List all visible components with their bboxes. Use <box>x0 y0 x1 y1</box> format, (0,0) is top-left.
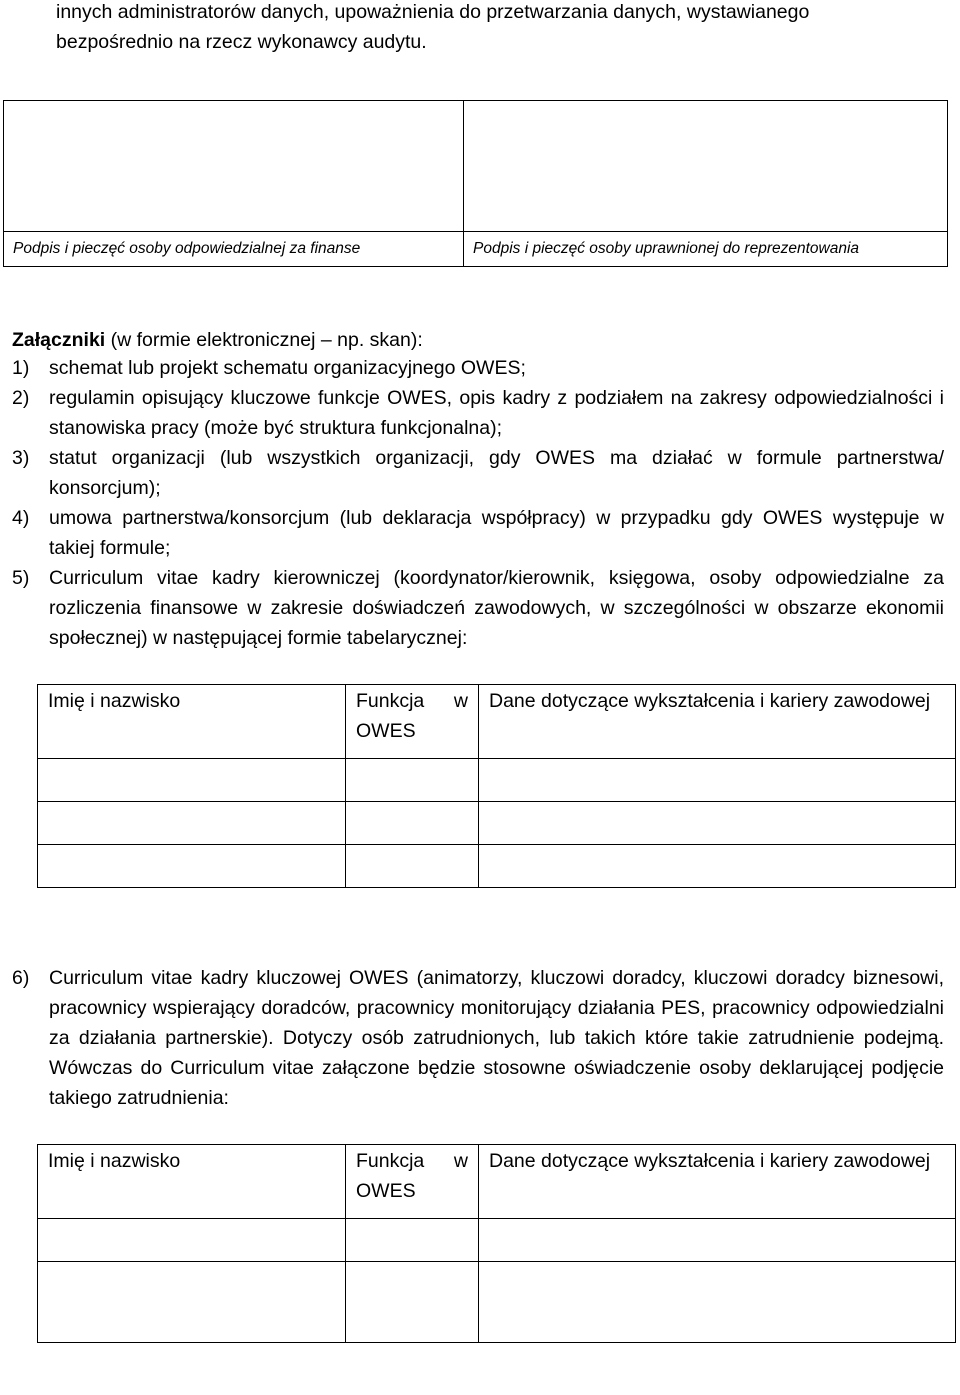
table-cell[interactable] <box>38 1262 346 1343</box>
intro-text <box>56 0 946 57</box>
list-item <box>12 503 944 563</box>
table-cell[interactable] <box>479 802 956 845</box>
cv-table-key-staff <box>37 1144 956 1343</box>
item-text: schemat lub projekt schematu organizacyjnego OWES; <box>49 357 526 379</box>
table-cell[interactable] <box>346 1219 479 1262</box>
list-item <box>12 963 944 1113</box>
item-text: Curriculum vitae kadry kluczowej OWES (animatorzy, kluczowi doradcy, kluczowi doradcy biznesowi, pracownicy wspierający doradców, pracownicy monitorujący działania PES, pracownicy odpowiedzialni za działania partnerskie). Dotyczy osób zatrudnionych, lub takich które takie zatrudnienie podejmą. Wówczas do Curriculum vitae załączone będzie stosowne oświadczenie osoby deklarującej podjęcie takiego zatrudnienia: <box>49 967 944 1109</box>
header-career: Dane dotyczące wykształcenia i kariery zawodowej <box>479 685 956 759</box>
item-text: regulamin opisujący kluczowe funkcje OWES, opis kadry z podziałem na zakresy odpowiedzialności i stanowiska pracy (może być struktura funkcjonalna); <box>49 387 944 439</box>
table-cell[interactable] <box>479 1219 956 1262</box>
intro-line-1: innych administratorów danych, upoważnienia do przetwarzania danych, wystawianego <box>56 1 810 23</box>
header-name: Imię i nazwisko <box>38 1145 346 1219</box>
table-cell[interactable] <box>38 845 346 888</box>
table-cell[interactable] <box>346 802 479 845</box>
list-item <box>12 383 944 443</box>
intro-line-2: bezpośrednio na rzecz wykonawcy audytu. <box>56 31 427 53</box>
header-function: Funkcja w OWES <box>346 685 479 759</box>
list-item <box>12 353 944 383</box>
cv-table-management <box>37 684 956 888</box>
table-cell[interactable] <box>479 759 956 802</box>
attachments-title-bold: Załączniki <box>12 329 106 351</box>
header-career: Dane dotyczące wykształcenia i kariery zawodowej <box>479 1145 956 1219</box>
attachments-title-rest: (w formie elektronicznej – np. skan): <box>105 329 423 351</box>
signature-table <box>3 100 948 267</box>
list-item <box>12 443 944 503</box>
table-row <box>38 845 956 888</box>
header-function: Funkcja w OWES <box>346 1145 479 1219</box>
signature-box-finance <box>4 101 464 232</box>
table-row <box>38 802 956 845</box>
table-row <box>38 759 956 802</box>
item-number: 3) <box>12 447 30 469</box>
signature-caption-representative: Podpis i pieczęć osoby uprawnionej do reprezentowania <box>464 232 948 267</box>
table-cell[interactable] <box>38 759 346 802</box>
item-number: 1) <box>12 357 30 379</box>
signature-caption-finance: Podpis i pieczęć osoby odpowiedzialnej za finanse <box>4 232 464 267</box>
item-number: 5) <box>12 567 30 589</box>
item-text: statut organizacji (lub wszystkich organizacji, gdy OWES ma działać w formule partnerstwa/ konsorcjum); <box>49 447 944 499</box>
table-cell[interactable] <box>38 802 346 845</box>
table-cell[interactable] <box>346 1262 479 1343</box>
table-cell[interactable] <box>479 845 956 888</box>
table-row <box>38 1262 956 1343</box>
list-item <box>12 563 944 653</box>
header-name: Imię i nazwisko <box>38 685 346 759</box>
table-cell[interactable] <box>38 1219 346 1262</box>
item-number: 6) <box>12 967 30 989</box>
attachments-title <box>12 325 423 355</box>
table-row <box>38 1219 956 1262</box>
item-text: Curriculum vitae kadry kierowniczej (koordynator/kierownik, księgowa, osoby odpowiedzialne za rozliczenia finansowe w zakresie doświadczeń zawodowych, w szczególności w obszarze ekonomii społecznej) w następującej formie tabelarycznej: <box>49 567 944 649</box>
item-number: 4) <box>12 507 30 529</box>
signature-box-representative <box>464 101 948 232</box>
attachments-list <box>12 353 944 653</box>
item-number: 2) <box>12 387 30 409</box>
table-cell[interactable] <box>346 759 479 802</box>
table-cell[interactable] <box>479 1262 956 1343</box>
item-text: umowa partnerstwa/konsorcjum (lub deklaracja współpracy) w przypadku gdy OWES występuje w takiej formule; <box>49 507 944 559</box>
table-cell[interactable] <box>346 845 479 888</box>
attachments-list-cont <box>12 963 944 1113</box>
